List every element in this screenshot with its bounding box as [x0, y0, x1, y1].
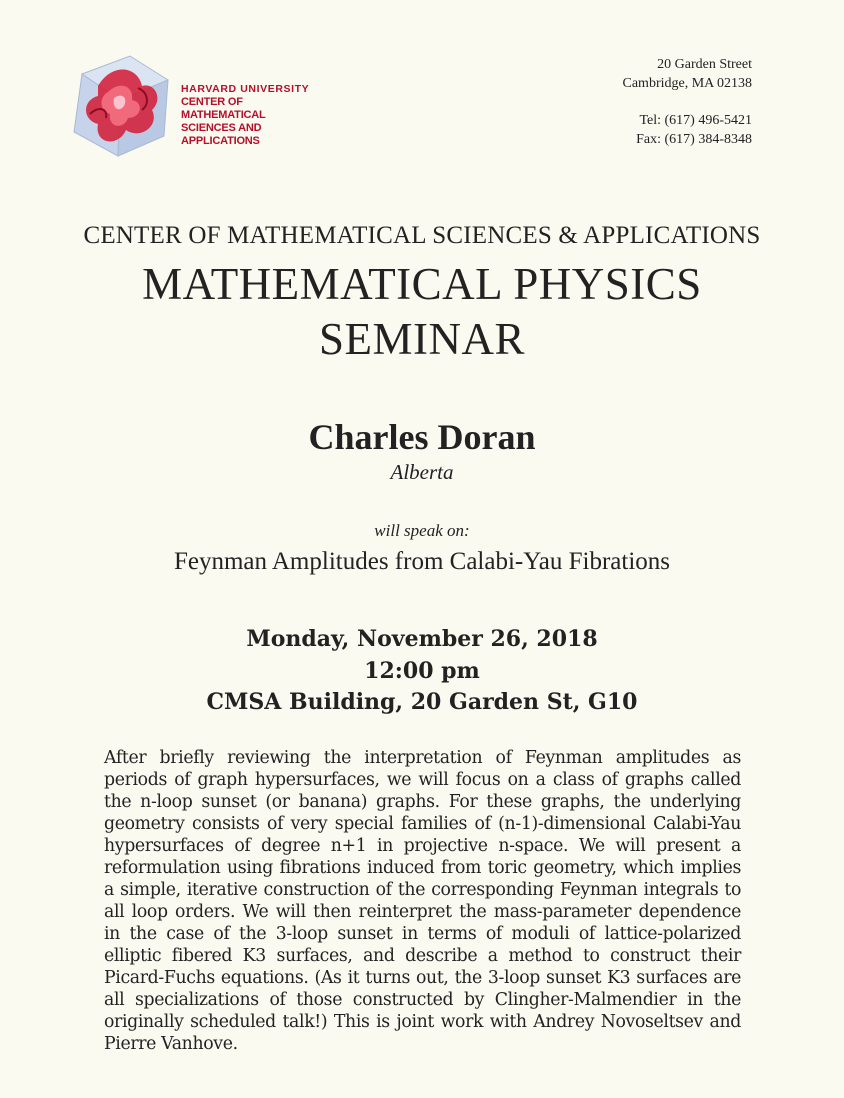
address-block: [623, 55, 753, 149]
logo-wordmark: [181, 83, 328, 148]
seminar-title-line-1: MATHEMATICAL PHYSICS: [142, 259, 702, 309]
abstract-text: After briefly reviewing the interpretation of Feynman amplitudes as periods of graph hypersurfaces, we will focus on a class of graphs called the n-loop sunset (or banana) graphs. For these graphs, the underlying geometry consists of very special families of (n-1)-dimensional Calabi-Yau hypersurfaces of degree n+1 in projective n-space. We will present a reformulation using fibrations induced from toric geometry, which implies a simple, iterative construction of the corresponding Feynman integrals to all loop orders. We will then reinterpret the mass-parameter dependence in the case of the 3-loop sunset in terms of moduli of lattice-polarized elliptic fibered K3 surfaces, and describe a method to construct their Picard-Fuchs equations. (As it turns out, the 3-loop sunset K3 surfaces are all specializations of those constructed by Clingher-Malmendier in the originally scheduled talk!) This is joint work with Andrey Novoseltsev and Pierre Vanhove.: [104, 748, 741, 1054]
logo-line-1: CENTER OF MATHEMATICAL: [181, 96, 266, 121]
cmsa-logo: [68, 52, 328, 162]
speaker-name: Charles Doran: [308, 417, 536, 457]
talk-intro: will speak on:: [374, 521, 470, 540]
logo-line-2: SCIENCES AND APPLICATIONS: [181, 122, 262, 147]
event-location: CMSA Building, 20 Garden St, G10: [206, 689, 638, 715]
address-fax: Fax: (617) 384-8348: [636, 132, 752, 147]
address-street: 20 Garden Street: [657, 57, 752, 72]
event-time: 12:00 pm: [364, 658, 480, 684]
event-date: Monday, November 26, 2018: [246, 626, 598, 652]
speaker-affiliation: Alberta: [390, 460, 454, 484]
talk-title: Feynman Amplitudes from Calabi-Yau Fibrations: [173, 548, 671, 575]
cmsa-cube-logo-icon: [68, 52, 172, 158]
seminar-title-line-2: SEMINAR: [318, 314, 526, 364]
address-city: Cambridge, MA 02138: [622, 76, 752, 91]
address-spacer: [623, 93, 753, 111]
logo-university: HARVARD UNIVERSITY: [181, 83, 310, 95]
address-tel: Tel: (617) 496-5421: [639, 113, 752, 128]
center-name: CENTER OF MATHEMATICAL SCIENCES & APPLICATIONS: [83, 222, 761, 249]
